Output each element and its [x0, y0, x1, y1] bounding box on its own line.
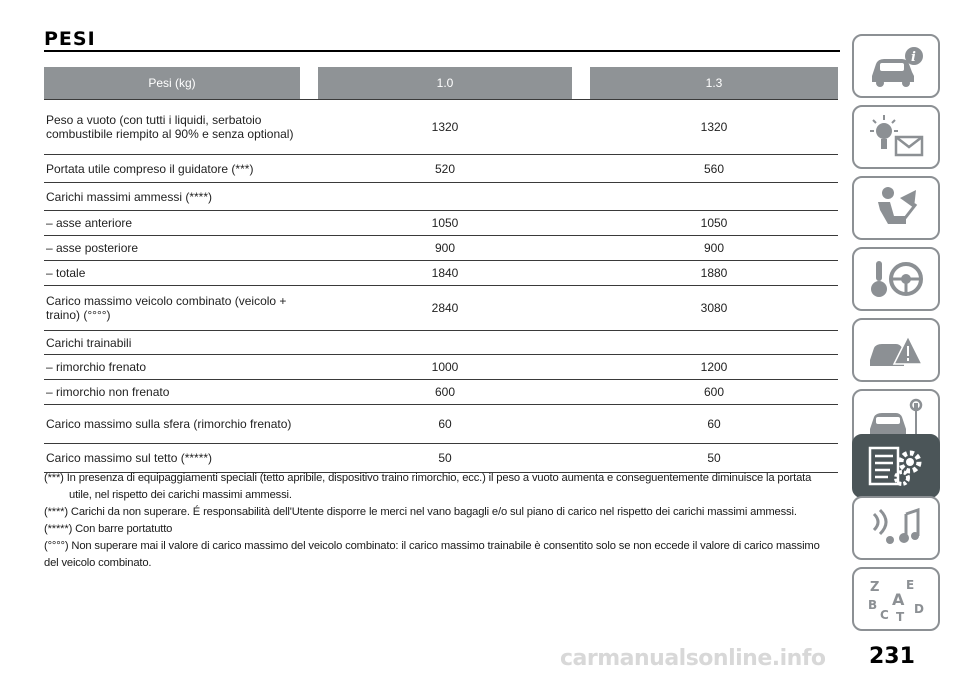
footnote-portata-line2: utile, nel rispetto dei carichi massimi ammessi.	[69, 489, 292, 501]
key-steering-wheel-icon	[864, 255, 928, 303]
table-row	[44, 444, 838, 473]
value-1-3: 3080	[590, 286, 838, 331]
table-row	[44, 355, 838, 380]
footnote-veicolo-combinato: (°°°°) Non superare mai il valore di carico massimo del veicolo combinato: il carico massimo trainabile è consentito solo se non eccede il valore di carico massimo del veicolo combinato.	[44, 540, 820, 569]
row-label: Carico massimo veicolo combinato (veicolo + traino) (°°°°)	[44, 286, 300, 331]
value-1-3: 50	[590, 444, 838, 473]
svg-text:Z: Z	[870, 580, 880, 595]
tab-emergency[interactable]	[852, 318, 940, 382]
value-1-3: 1200	[590, 355, 838, 380]
value-1-3: 1320	[590, 100, 838, 155]
value-1-0	[318, 331, 572, 355]
page-number: 231	[869, 644, 915, 669]
svg-text:E: E	[906, 578, 915, 592]
weights-table	[44, 67, 838, 473]
page-title: PESI	[44, 28, 96, 50]
footnote-tetto: (*****) Con barre portatutto	[44, 523, 173, 535]
svg-text:D: D	[914, 602, 924, 616]
value-1-3: 60	[590, 405, 838, 444]
svg-text:i: i	[911, 50, 916, 65]
row-label: Carico massimo sulla sfera (rimorchio frenato)	[44, 405, 300, 444]
value-1-0	[318, 183, 572, 211]
value-1-3: 1050	[590, 211, 838, 236]
value-1-0: 1320	[318, 100, 572, 155]
value-1-0: 900	[318, 236, 572, 261]
seat-airbag-icon	[864, 184, 928, 232]
watermark: carmanualsonline.info	[560, 646, 826, 671]
value-1-0: 50	[318, 444, 572, 473]
header-weights: Pesi (kg)	[44, 67, 300, 100]
value-1-0: 520	[318, 155, 572, 183]
row-label: Carichi massimi ammessi (****)	[44, 183, 300, 211]
footnote-portata-line1: (***) In presenza di equipaggiamenti speciali (tetto apribile, dispositivo traino rimorchio, ecc.) il peso a vuoto aumenta e conseguentemente diminuisce la portata	[44, 472, 812, 484]
table-row	[44, 331, 838, 355]
value-1-3: 1880	[590, 261, 838, 286]
tab-car-info[interactable]	[852, 34, 940, 98]
value-1-0: 1840	[318, 261, 572, 286]
value-1-3	[590, 183, 838, 211]
footnote-carichi: (****) Carichi da non superare. É responsabilità dell'Utente disporre le merci nel vano bagagli e/o sul piano di carico nel rispetto dei carichi massimi ammessi.	[44, 506, 797, 518]
svg-text:T: T	[896, 610, 905, 623]
table-row	[44, 236, 838, 261]
header-engine-1-0: 1.0	[318, 67, 572, 100]
row-label: – asse posteriore	[44, 236, 300, 261]
alphabetical-index-icon	[864, 575, 928, 623]
value-1-0: 60	[318, 405, 572, 444]
table-row	[44, 286, 838, 331]
value-1-0: 1000	[318, 355, 572, 380]
value-1-3	[590, 331, 838, 355]
tab-warning-lights[interactable]	[852, 105, 940, 169]
specifications-gear-icon	[864, 442, 928, 490]
footnotes	[44, 470, 834, 572]
table-row	[44, 155, 838, 183]
warning-lights-message-icon	[864, 113, 928, 161]
table-row	[44, 100, 838, 155]
row-label: Carico massimo sul tetto (*****)	[44, 444, 300, 473]
table-header-row	[44, 67, 838, 100]
value-1-3: 560	[590, 155, 838, 183]
value-1-3: 600	[590, 380, 838, 405]
header-engine-1-3: 1.3	[590, 67, 838, 100]
footnote-portata	[44, 470, 834, 504]
value-1-0: 2840	[318, 286, 572, 331]
table-row	[44, 261, 838, 286]
table-row	[44, 211, 838, 236]
tab-specifications[interactable]	[852, 434, 940, 498]
car-accident-icon	[864, 326, 928, 374]
row-label: Peso a vuoto (con tutti i liquidi, serbatoio combustibile riempito al 90% e senza optional)	[44, 100, 300, 155]
title-rule	[44, 50, 840, 52]
car-info-icon	[864, 42, 928, 90]
row-label: – totale	[44, 261, 300, 286]
svg-text:B: B	[868, 598, 878, 612]
row-label: – rimorchio frenato	[44, 355, 300, 380]
row-label: – asse anteriore	[44, 211, 300, 236]
value-1-3: 900	[590, 236, 838, 261]
row-label: Portata utile compreso il guidatore (***)	[44, 155, 300, 183]
tab-starting-driving[interactable]	[852, 247, 940, 311]
row-label: – rimorchio non frenato	[44, 380, 300, 405]
table-row	[44, 183, 838, 211]
value-1-0: 1050	[318, 211, 572, 236]
value-1-0: 600	[318, 380, 572, 405]
row-label: Carichi trainabili	[44, 331, 300, 355]
tab-safety[interactable]	[852, 176, 940, 240]
tab-index[interactable]	[852, 567, 940, 631]
table-row	[44, 380, 838, 405]
svg-text:A: A	[892, 590, 905, 609]
tab-multimedia[interactable]	[852, 496, 940, 560]
svg-text:C: C	[880, 608, 889, 622]
table-row	[44, 405, 838, 444]
multimedia-icon	[864, 504, 928, 552]
